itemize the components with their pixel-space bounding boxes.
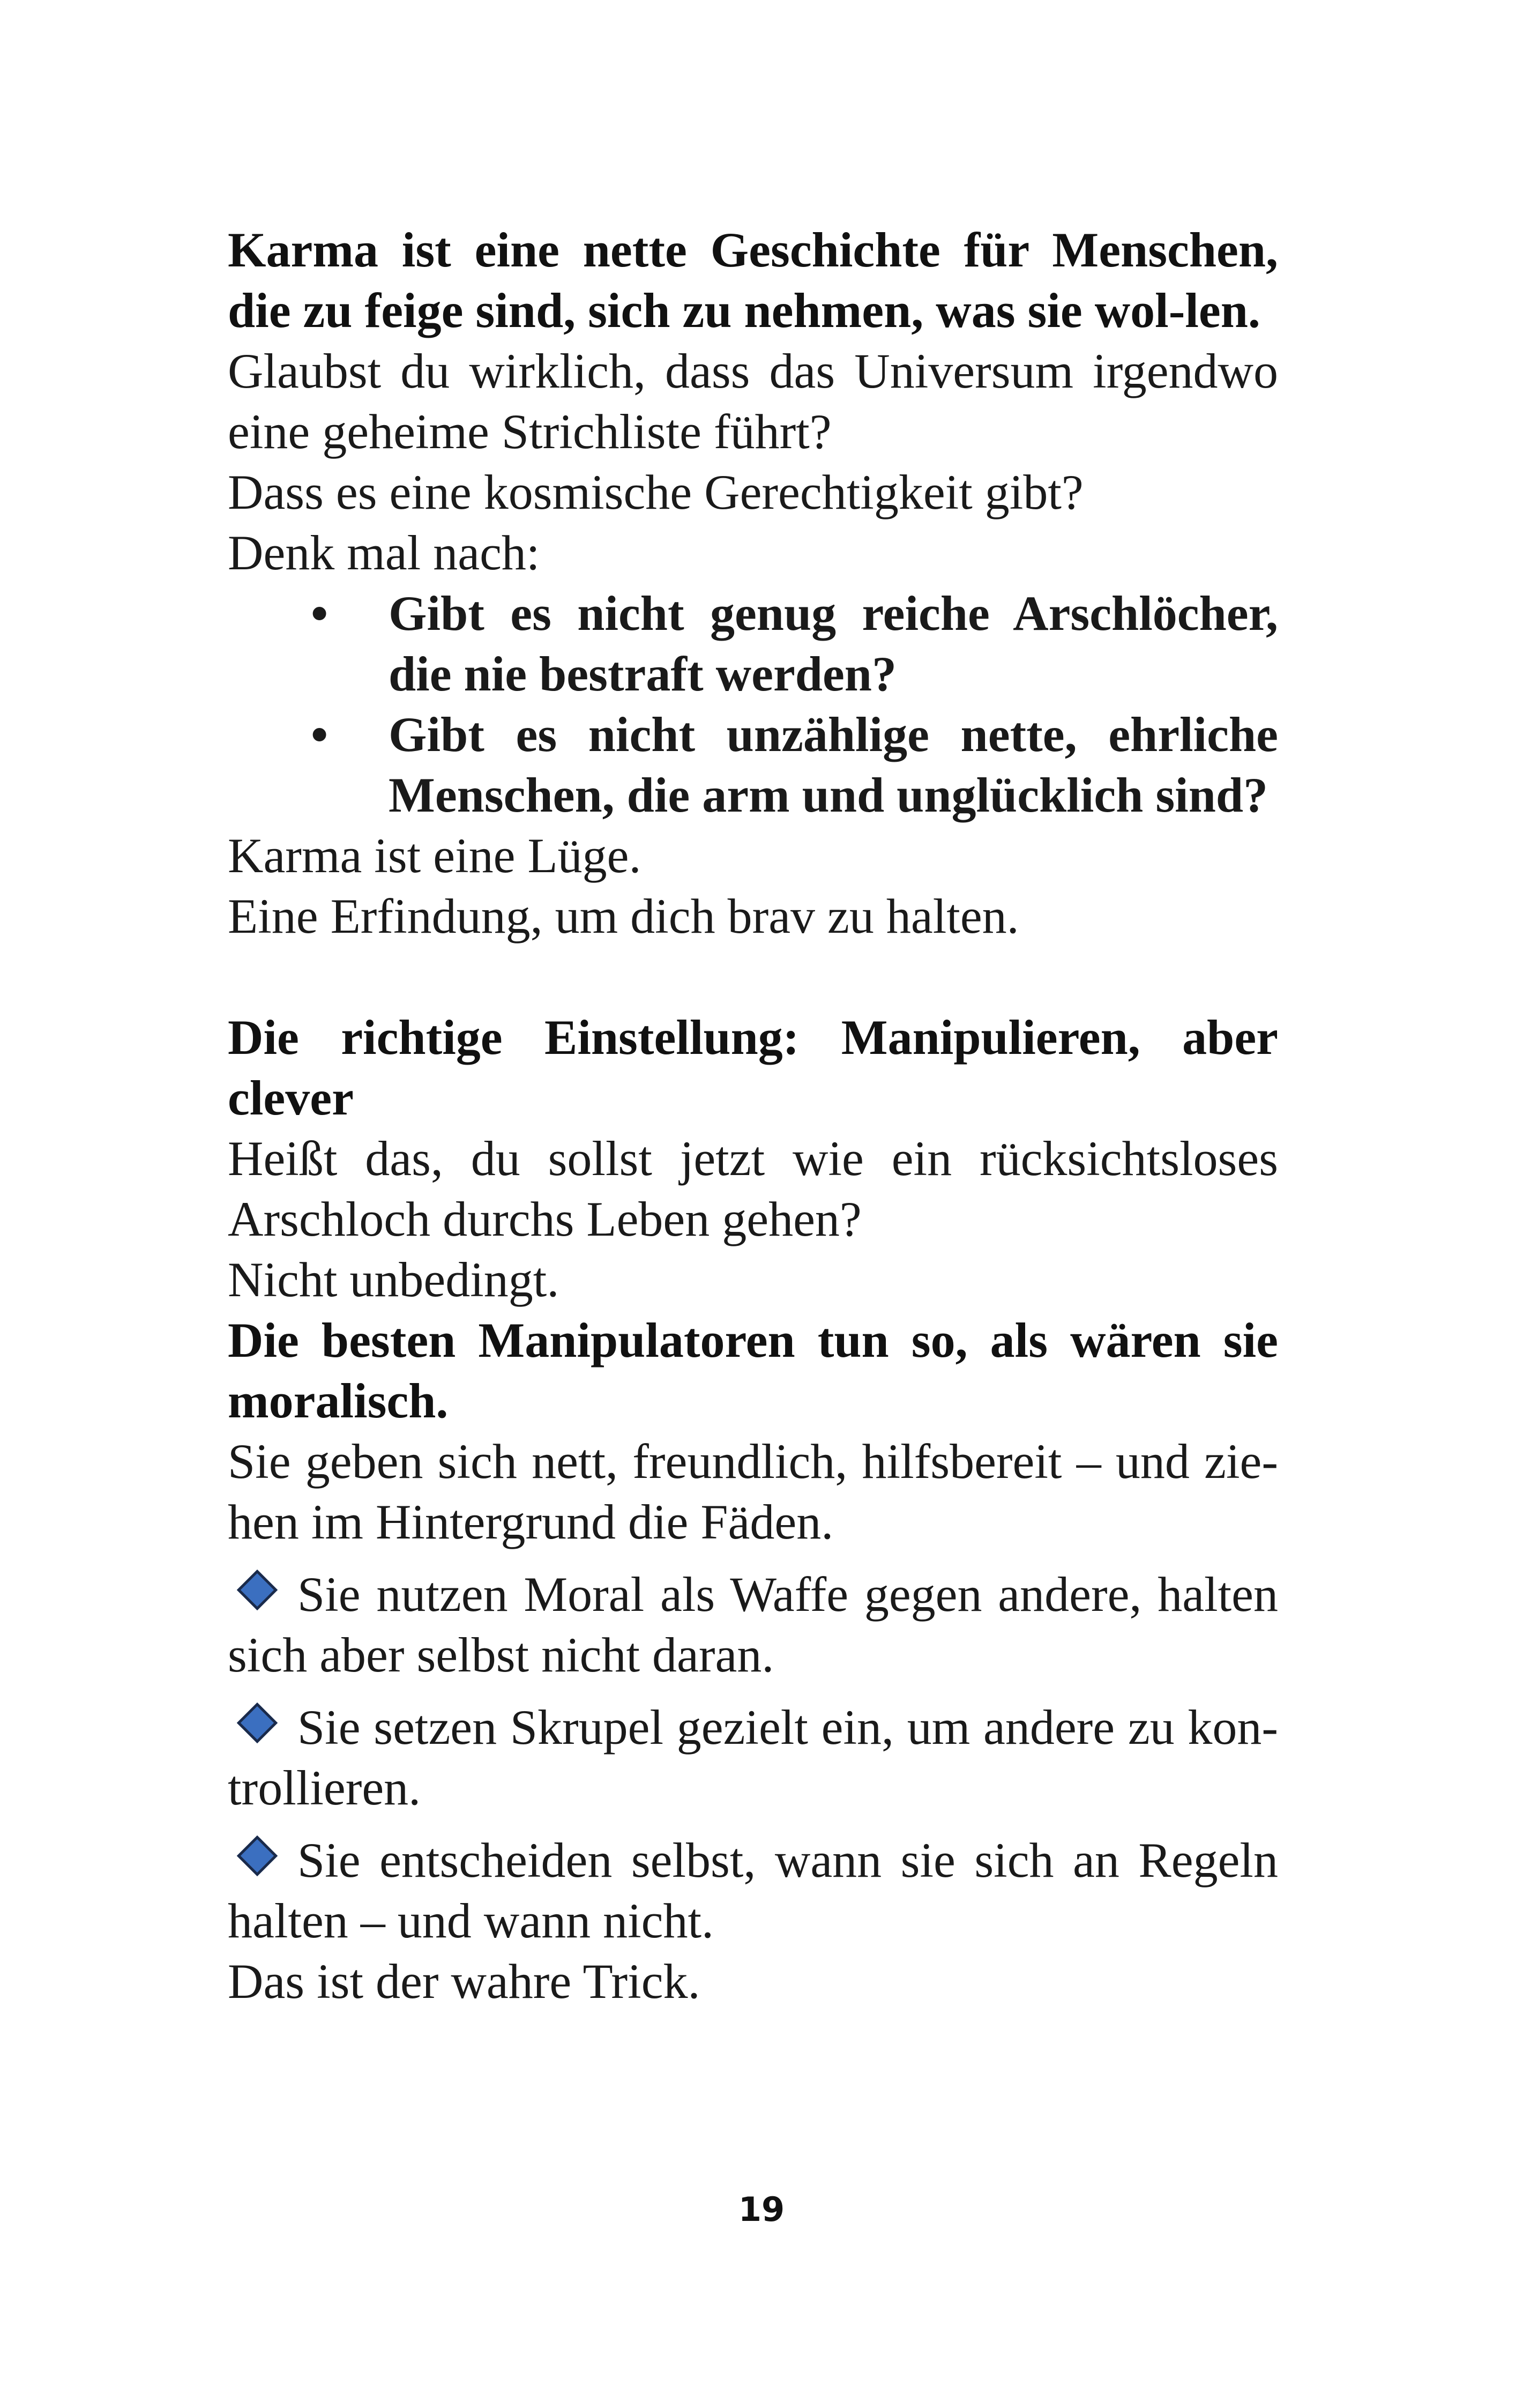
- paragraph-not-necessarily: Nicht unbedingt.: [228, 1252, 559, 1307]
- section-gap: [228, 947, 1278, 1007]
- page-body: [228, 220, 1278, 2012]
- bullet-list: [228, 583, 1278, 826]
- bullet-text: Gibt es nicht genug reiche Arschlöcher, die nie bestraft werden?: [389, 586, 1278, 701]
- diamond-item: [228, 1564, 1278, 1685]
- bullet-item: [228, 704, 1278, 826]
- page-number: 19: [738, 2190, 785, 2229]
- paragraph-nice: Sie geben sich nett, freundlich, hilfsbereit – und zie-hen im Hintergrund die Fäden.: [228, 1434, 1278, 1549]
- diamond-item-text: Sie entscheiden selbst, wann sie sich an Regeln halten – und wann nicht.: [228, 1833, 1278, 1948]
- paragraph-invention: Eine Erfindung, um dich brav zu halten.: [228, 889, 1019, 943]
- bold-statement-manipulators: Die besten Manipulatoren tun so, als wären sie moralisch.: [228, 1313, 1278, 1428]
- diamond-item-text: Sie nutzen Moral als Waffe gegen andere, halten sich aber selbst nicht daran.: [228, 1567, 1278, 1682]
- bullet-text: Gibt es nicht unzählige nette, ehrliche Menschen, die arm und unglücklich sind?: [389, 707, 1278, 822]
- bullet-item: [228, 583, 1278, 704]
- diamond-item: [228, 1830, 1278, 1951]
- diamond-bullet-icon: [237, 1703, 278, 1743]
- diamond-item: [228, 1697, 1278, 1818]
- lead-statement: Karma ist eine nette Geschichte für Menschen, die zu feige sind, sich zu nehmen, was sie wol-len.: [228, 222, 1278, 338]
- paragraph-universe: Glaubst du wirklich, dass das Universum irgendwo eine geheime Strichliste führt?: [228, 344, 1278, 459]
- diamond-bullet-icon: [237, 1570, 278, 1610]
- paragraph-think: Denk mal nach:: [228, 525, 540, 580]
- bullet-dot-icon: •: [311, 586, 329, 641]
- bullet-dot-icon: •: [311, 707, 329, 762]
- paragraph-trick: Das ist der wahre Trick.: [228, 1954, 700, 2009]
- paragraph-justice: Dass es eine kosmische Gerechtigkeit gibt?: [228, 465, 1084, 519]
- diamond-item-text: Sie setzen Skrupel gezielt ein, um andere zu kon-trollieren.: [228, 1700, 1278, 1815]
- section-heading: Die richtige Einstellung: Manipulieren, aber clever: [228, 1010, 1278, 1125]
- paragraph-question: Heißt das, du sollst jetzt wie ein rücksichtsloses Arschloch durchs Leben gehen?: [228, 1131, 1278, 1246]
- diamond-bullet-icon: [237, 1835, 278, 1876]
- paragraph-karma-lie: Karma ist eine Lüge.: [228, 828, 641, 883]
